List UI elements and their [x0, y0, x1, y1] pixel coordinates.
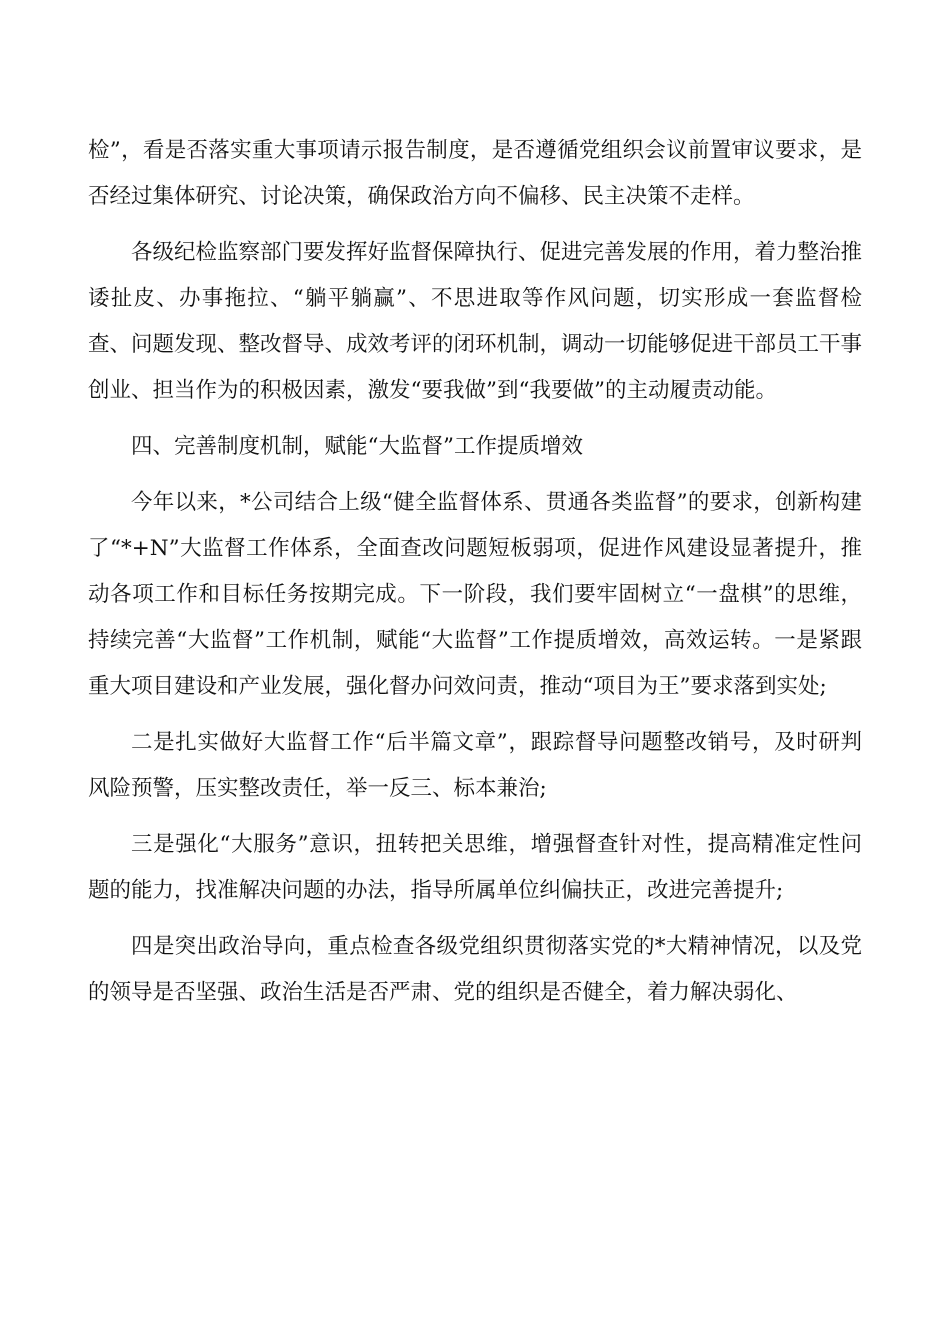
paragraph-this-year: 今年以来，*公司结合上级“健全监督体系、贯通各类监督”的要求，创新构建了“*+N”大监督工作体系，全面查改问题短板弱项，促进作风建设显著提升，推动各项工作和目标任务按期完成。下一阶段，我们要牢固树立“一盘棋”的思维，持续完善“大监督”工作机制，赋能“大监督”工作提质增效，高效运转。一是紧跟重大项目建设和产业发展，强化督办问效问责，推动“项目为王”要求落到实处;: [88, 490, 862, 699]
document-body: [88, 128, 862, 1016]
paragraph-fourth-point: 四是突出政治导向，重点检查各级党组织贯彻落实党的*大精神情况，以及党的领导是否坚强、政治生活是否严肃、党的组织是否健全，着力解决弱化、: [88, 934, 862, 1005]
paragraph-second-point: 二是扎实做好大监督工作“后半篇文章”，跟踪督导问题整改销号，及时研判风险预警，压实整改责任，举一反三、标本兼治;: [88, 730, 862, 801]
section-heading-four: 四、完善制度机制，赋能“大监督”工作提质增效: [131, 434, 583, 459]
paragraph-third-point: 三是强化“大服务”意识，扭转把关思维，增强督查针对性，提高精准定性问题的能力，找准解决问题的办法，指导所属单位纠偏扶正，改进完善提升;: [88, 832, 862, 903]
paragraph-discipline-inspection: 各级纪检监察部门要发挥好监督保障执行、促进完善发展的作用，着力整治推诿扯皮、办事拖拉、“躺平躺赢”、不思进取等作风问题，切实形成一套监督检查、问题发现、整改督导、成效考评的闭环机制，调动一切能够促进干部员工干事创业、担当作为的积极因素，激发“要我做”到“我要做”的主动履责动能。: [88, 240, 863, 403]
paragraph-continuation: 检”，看是否落实重大事项请示报告制度，是否遵循党组织会议前置审议要求，是否经过集体研究、讨论决策，确保政治方向不偏移、民主决策不走样。: [88, 138, 862, 209]
